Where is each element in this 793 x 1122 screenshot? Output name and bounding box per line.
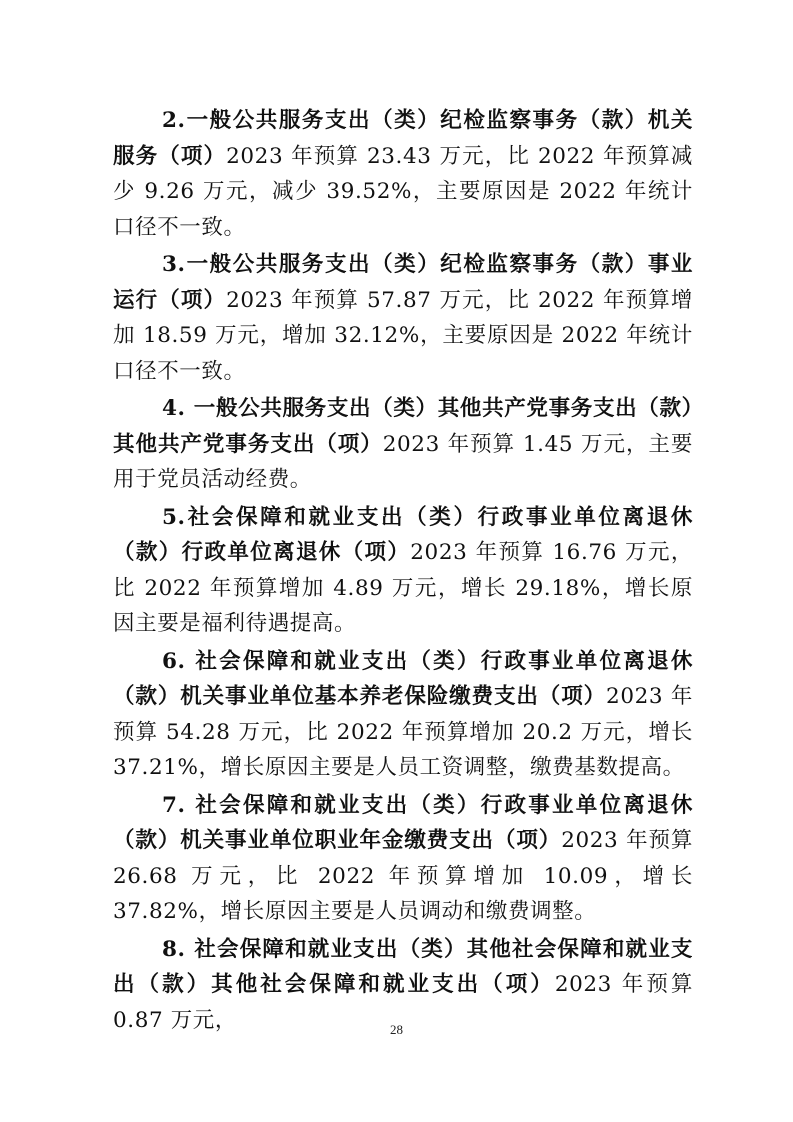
- paragraph-heading: 5.社会保障和就业支出（类）行政事业单位离退休（款）行政单位离退休（项）: [113, 504, 693, 565]
- paragraph-body: 2023 年预算 16.76 万元，比 2022 年预算增加 4.89 万元，增长 29.18%，增长原因主要是福利待遇提高。: [113, 540, 693, 636]
- paragraph-body: 2023 年预算 1.45 万元，主要用于党员活动经费。: [113, 431, 693, 492]
- paragraph-item-2: [113, 103, 693, 245]
- paragraph-heading: 6. 社会保障和就业支出（类）行政事业单位离退休（款）机关事业单位基本养老保险缴费支出（项）: [113, 648, 693, 709]
- paragraph-heading: 7. 社会保障和就业支出（类）行政事业单位离退休（款）机关事业单位职业年金缴费支出（项）: [113, 792, 693, 853]
- paragraph-heading: 4. 一般公共服务支出（类）其他共产党事务支出（款）其他共产党事务支出（项）: [113, 396, 693, 457]
- paragraph-body: 2023 年预算 0.87 万元，: [113, 972, 693, 1033]
- paragraph-item-7: [113, 788, 693, 930]
- paragraph-item-3: [113, 247, 693, 389]
- paragraph-body: 2023 年预算 26.68 万元，比 2022 年预算增加 10.09，增长 37.82%，增长原因主要是人员调动和缴费调整。: [113, 828, 693, 924]
- page-number: 28: [390, 1022, 403, 1037]
- paragraph-body: 2023 年预算 54.28 万元，比 2022 年预算增加 20.2 万元，增长 37.21%，增长原因主要是人员工资调整，缴费基数提高。: [113, 684, 694, 780]
- paragraph-heading: 3.一般公共服务支出（类）纪检监察事务（款）事业运行（项）: [113, 252, 693, 313]
- paragraph-body: 2023 年预算 23.43 万元，比 2022 年预算减少 9.26 万元，减少 39.52%，主要原因是 2022 年统计口径不一致。: [113, 143, 693, 240]
- paragraph-heading: 2.一般公共服务支出（类）纪检监察事务（款）机关服务（项）: [113, 108, 693, 169]
- paragraph-heading: 8. 社会保障和就业支出（类）其他社会保障和就业支出（款）其他社会保障和就业支出（项）: [113, 936, 693, 997]
- paragraph-item-6: [113, 644, 693, 786]
- paragraph-item-4: [113, 391, 693, 498]
- paragraph-item-5: [113, 500, 693, 642]
- document-body: [113, 103, 693, 1040]
- paragraph-body: 2023 年预算 57.87 万元，比 2022 年预算增加 18.59 万元，增加 32.12%，主要原因是 2022 年统计口径不一致。: [113, 287, 693, 384]
